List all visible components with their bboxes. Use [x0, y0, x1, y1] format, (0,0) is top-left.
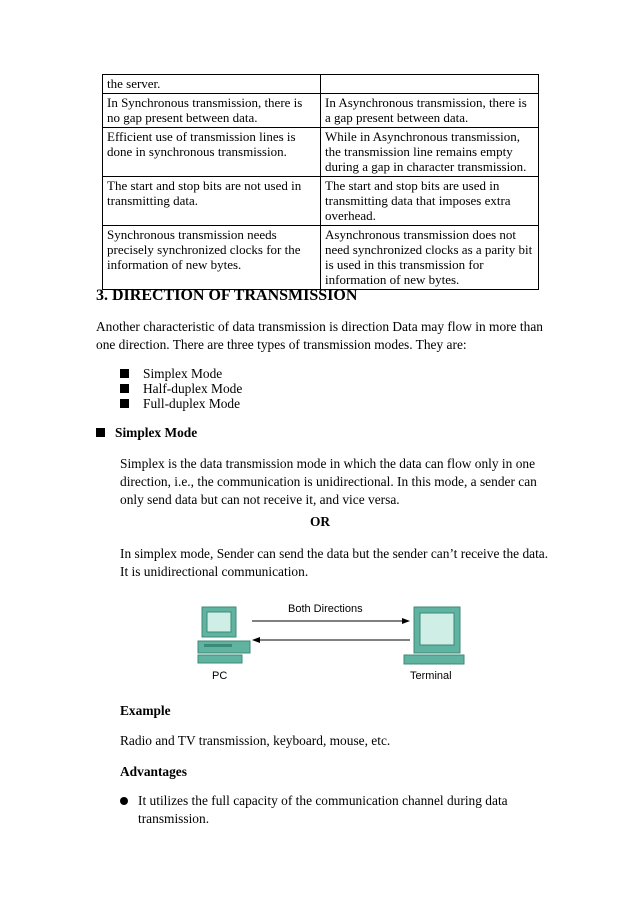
square-bullet-icon	[120, 384, 129, 393]
table-row	[103, 75, 539, 94]
list-item: Half-duplex Mode	[120, 381, 242, 396]
modes-list	[120, 366, 242, 411]
transmission-diagram	[190, 595, 470, 687]
advantages-heading: Advantages	[120, 764, 187, 779]
terminal-label: Terminal	[410, 670, 452, 682]
table-row	[103, 226, 539, 290]
list-item: Simplex Mode	[120, 366, 242, 381]
table-cell: The start and stop bits are not used in transmitting data.	[103, 177, 321, 226]
list-item: Full-duplex Mode	[120, 396, 242, 411]
list-item: It utilizes the full capacity of the communication channel during data transmission.	[120, 792, 520, 828]
table-row	[103, 94, 539, 128]
square-bullet-icon	[120, 369, 129, 378]
table-cell: Synchronous transmission needs precisely synchronized clocks for the information of new bytes.	[103, 226, 321, 290]
table-cell: Asynchronous transmission does not need synchronized clocks as a parity bit is used in this transmission for information of new bytes.	[321, 226, 539, 290]
pc-label: PC	[212, 670, 228, 682]
simplex-heading: Simplex Mode	[96, 425, 197, 440]
table-cell: While in Asynchronous transmission, the transmission line remains empty during a gap in character transmission.	[321, 128, 539, 177]
example-text: Radio and TV transmission, keyboard, mouse, etc.	[120, 733, 391, 748]
table-row	[103, 177, 539, 226]
square-bullet-icon	[96, 428, 105, 437]
table-cell	[321, 75, 539, 94]
table-row	[103, 128, 539, 177]
table-cell: The start and stop bits are used in transmitting data that imposes extra overhead.	[321, 177, 539, 226]
advantages-list	[120, 792, 520, 828]
pc-computer-icon	[198, 607, 250, 663]
square-bullet-icon	[120, 399, 129, 408]
or-separator: OR	[310, 514, 331, 529]
arrow-label: Both Directions	[288, 603, 363, 615]
round-bullet-icon	[120, 797, 128, 805]
simplex-paragraph-1: Simplex is the data transmission mode in which the data can flow only in one direction, i.e., the communication is unidirectional. In this mode, a sender can only send data but can not receive it, and vice versa.	[120, 456, 537, 507]
comparison-table	[102, 74, 539, 290]
simplex-paragraph-2: In simplex mode, Sender can send the data but the sender can’t receive the data. It is unidirectional communication.	[120, 546, 549, 579]
table-cell: the server.	[103, 75, 321, 94]
table-cell: In Asynchronous transmission, there is a gap present between data.	[321, 94, 539, 128]
table-cell: In Synchronous transmission, there is no gap present between data.	[103, 94, 321, 128]
section-heading: 3. DIRECTION OF TRANSMISSION	[96, 287, 358, 304]
intro-paragraph: Another characteristic of data transmission is direction Data may flow in more than one direction. There are three types of transmission modes. They are:	[96, 319, 543, 352]
terminal-icon	[404, 607, 464, 664]
example-heading: Example	[120, 703, 171, 718]
table-cell: Efficient use of transmission lines is done in synchronous transmission.	[103, 128, 321, 177]
left-arrow-icon	[252, 637, 410, 643]
right-arrow-icon	[252, 618, 410, 624]
